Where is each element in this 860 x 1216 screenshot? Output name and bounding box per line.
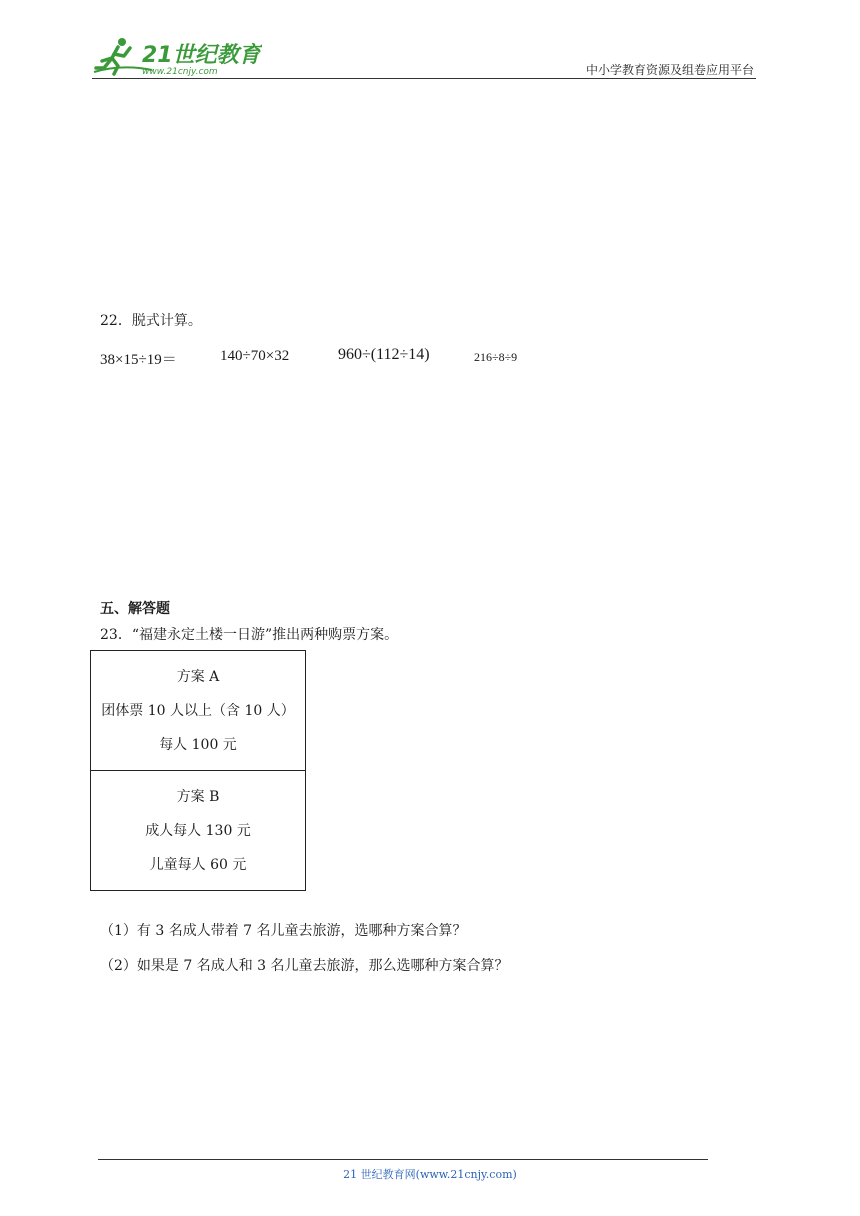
- footer-divider: [98, 1159, 708, 1160]
- platform-name: 中小学教育资源及组卷应用平台: [585, 63, 754, 77]
- ticket-plan-table: [90, 650, 306, 891]
- section-title: 五、解答题: [100, 601, 170, 617]
- q23-title: 23．“福建永定土楼一日游”推出两种购票方案。: [100, 627, 399, 643]
- q22-expression-2: 140÷70×32: [220, 348, 290, 364]
- plan-a-cell: [91, 651, 305, 771]
- q23-sub2: （2）如果是 7 名成人和 3 名儿童去旅游，那么选哪种方案合算？: [100, 958, 509, 974]
- q22-expression-1: 38×15÷19＝: [100, 352, 177, 368]
- logo-url: www.21cnjy.com: [142, 67, 218, 77]
- logo-text: 21世纪教育: [142, 43, 261, 68]
- q22-expression-3: 960÷(112÷14): [338, 346, 430, 363]
- plan-a-name: 方案 A: [176, 669, 220, 685]
- plan-b-child-price: 儿童每人 60 元: [149, 857, 247, 873]
- runner-logo-icon: [92, 34, 262, 78]
- q23-sub1: （1）有 3 名成人带着 7 名儿童去旅游，选哪种方案合算？: [100, 923, 467, 939]
- header-divider: [92, 78, 756, 79]
- q22-title: 22．脱式计算。: [100, 313, 202, 329]
- plan-b-adult-price: 成人每人 130 元: [145, 823, 251, 839]
- footer-link[interactable]: 21 世纪教育网(www.21cnjy.com): [343, 1168, 517, 1181]
- plan-a-price: 每人 100 元: [159, 737, 237, 753]
- site-logo: [92, 34, 262, 78]
- plan-b-name: 方案 B: [176, 789, 220, 805]
- plan-b-cell: [91, 771, 305, 890]
- plan-a-condition: 团体票 10 人以上（含 10 人）: [101, 703, 295, 719]
- q22-expression-4: 216÷8÷9: [474, 350, 518, 364]
